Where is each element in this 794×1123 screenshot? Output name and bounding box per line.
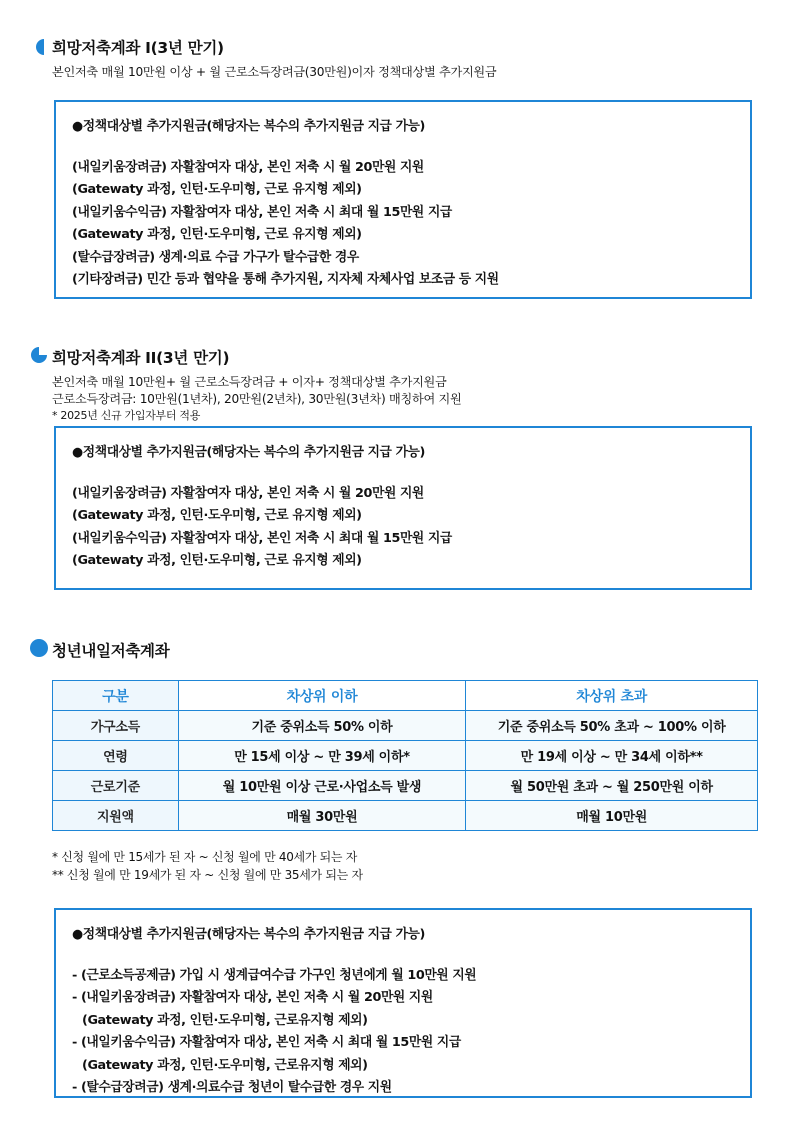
table-cell: 매월 30만원 [178, 801, 466, 831]
table-row [53, 741, 758, 771]
box-line: (내일키움수익금) 자활참여자 대상, 본인 저축 시 최대 월 15만원 지급 [72, 204, 452, 220]
table-row [53, 711, 758, 741]
table-row-label: 지원액 [53, 801, 179, 831]
box-heading: ●정책대상별 추가지원금(해당자는 복수의 추가지원금 지급 가능) [72, 927, 425, 942]
section2-support-box [54, 426, 752, 590]
table-cell: 월 50만원 초과 ~ 월 250만원 이하 [466, 771, 758, 801]
full-circle-icon [28, 637, 50, 659]
box-line: (내일키움장려금) 자활참여자 대상, 본인 저축 시 월 20만원 지원 [72, 159, 424, 175]
table-header-cell: 차상위 이하 [178, 681, 466, 711]
box-line: (Gatewaty 과정, 인턴·도우미형, 근로 유지형 제외) [72, 508, 362, 523]
table-row-label: 가구소득 [53, 711, 179, 741]
box-line: - (내일키움장려금) 자활참여자 대상, 본인 저축 시 월 20만원 지원 [72, 990, 433, 1005]
eligibility-table [52, 680, 758, 831]
section3-title: 청년내일저축계좌 [52, 642, 170, 660]
section2-desc-line: 본인저축 매월 10만원+ 월 근로소득장려금 + 이자+ 정책대상별 추가지원금 [52, 375, 447, 389]
table-header-cell: 차상위 초과 [466, 681, 758, 711]
section2-title: 희망저축계좌 II(3년 만기) [52, 349, 230, 367]
table-cell: 만 19세 이상 ~ 만 34세 이하** [466, 741, 758, 771]
table-footnote: ** 신청 월에 만 19세가 된 자 ~ 신청 월에 만 35세가 되는 자 [52, 868, 363, 882]
box-line: (내일키움수익금) 자활참여자 대상, 본인 저축 시 최대 월 15만원 지급 [72, 530, 452, 546]
table-cell: 만 15세 이상 ~ 만 39세 이하* [178, 741, 466, 771]
box-heading: ●정책대상별 추가지원금(해당자는 복수의 추가지원금 지급 가능) [72, 445, 425, 460]
table-cell: 기준 중위소득 50% 이하 [178, 711, 466, 741]
box-line: (기타장려금) 민간 등과 협약을 통해 추가지원, 지자체 자체사업 보조금 등 지원 [72, 272, 499, 287]
box-line: (Gatewaty 과정, 인턴·도우미형, 근로유지형 제외) [82, 1012, 368, 1028]
section2-desc-line: 근로소득장려금: 10만원(1년차), 20만원(2년차), 30만원(3년차) 매칭하여 지원 [52, 392, 462, 406]
three-quarter-circle-icon [28, 344, 50, 366]
box-heading: ●정책대상별 추가지원금(해당자는 복수의 추가지원금 지급 가능) [72, 119, 425, 134]
section2-desc-note: * 2025년 신규 가입자부터 적용 [52, 409, 201, 422]
table-cell: 기준 중위소득 50% 초과 ~ 100% 이하 [466, 711, 758, 741]
box-line: - (내일키움수익금) 자활참여자 대상, 본인 저축 시 최대 월 15만원 지급 [72, 1035, 461, 1050]
box-line: (Gatewaty 과정, 인턴·도우미형, 근로 유지형 제외) [72, 227, 362, 242]
box-line: - (근로소득공제금) 가입 시 생계급여수급 가구인 청년에게 월 10만원 지원 [72, 967, 477, 983]
box-line: - (탈수급장려금) 생계·의료수급 청년이 탈수급한 경우 지원 [72, 1080, 392, 1095]
box-line: (내일키움장려금) 자활참여자 대상, 본인 저축 시 월 20만원 지원 [72, 485, 424, 501]
table-row-label: 연령 [53, 741, 179, 771]
table-header-row [53, 681, 758, 711]
table-header-cell: 구분 [53, 681, 179, 711]
section3-support-box [54, 908, 752, 1098]
table-cell: 월 10만원 이상 근로·사업소득 발생 [178, 771, 466, 801]
box-line: (Gatewaty 과정, 인턴·도우미형, 근로유지형 제외) [82, 1057, 368, 1073]
table-cell: 매월 10만원 [466, 801, 758, 831]
section1-desc: 본인저축 매월 10만원 이상 + 월 근로소득장려금(30만원)이자 정책대상별 추가지원금 [52, 65, 497, 79]
box-line: (Gatewaty 과정, 인턴·도우미형, 근로 유지형 제외) [72, 553, 362, 568]
section1-title: 희망저축계좌 Ⅰ(3년 만기) [52, 39, 224, 57]
table-footnote: * 신청 월에 만 15세가 된 자 ~ 신청 월에 만 40세가 되는 자 [52, 850, 358, 864]
table-row [53, 771, 758, 801]
quarter-circle-icon [30, 36, 52, 58]
table-row-label: 근로기준 [53, 771, 179, 801]
section1-support-box [54, 100, 752, 299]
box-line: (탈수급장려금) 생계·의료 수급 가구가 탈수급한 경우 [72, 249, 359, 265]
table-row [53, 801, 758, 831]
box-line: (Gatewaty 과정, 인턴·도우미형, 근로 유지형 제외) [72, 182, 362, 197]
